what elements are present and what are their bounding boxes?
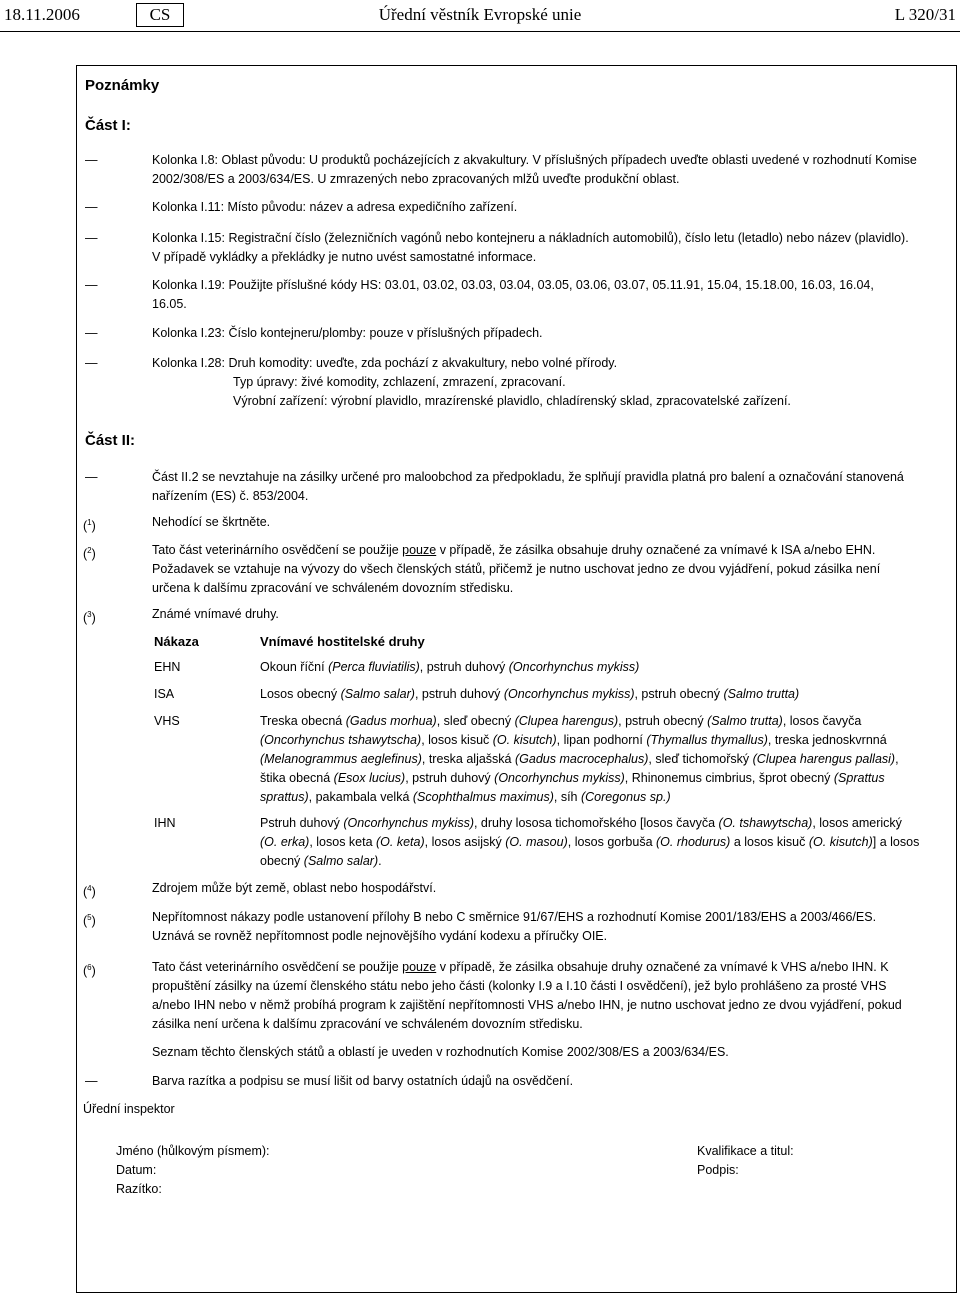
species-line: Pstruh duhový (Oncorhynchus mykiss), druhy lososa tichomořského [losos čavyča (O. tshawytscha), losos americký: [260, 816, 902, 830]
footnote-marker: ($^1$): [83, 518, 96, 534]
table-row-disease: EHN: [154, 660, 181, 674]
text-line: Kolonka I.11: Místo původu: název a adresa expedičního zařízení.: [152, 200, 518, 214]
species-line: Losos obecný (Salmo salar), pstruh duhový (Oncorhynchus mykiss), pstruh obecný (Salmo trutta): [260, 687, 800, 701]
text-line: určena k dalšímu zpracování ve schváleném dovozním středisku.: [152, 581, 514, 595]
name-label: Jméno (hůlkovým písmem):: [116, 1144, 270, 1158]
footnote-marker: ($^5$): [83, 913, 96, 929]
text-line: Kolonka I.19: Použijte příslušné kódy HS: 03.01, 03.02, 03.03, 03.04, 03.05, 03.06, 03.07, 05.11.91, 15.04, 15.18.00, 16.03, 16.04,: [152, 278, 874, 292]
official-inspector-label: Úřední inspektor: [83, 1102, 175, 1116]
table-row-species: [260, 712, 952, 807]
species-line: (Oncorhynchus tshawytscha), losos kisuč (O. kisutch), lipan podhorní (Thymallus thymallus), treska jednoskvrnná: [260, 733, 887, 747]
text-line: Barva razítka a podpisu se musí lišit od barvy ostatních údajů na osvědčení.: [152, 1074, 574, 1088]
footnote-marker: ($^4$): [83, 884, 96, 900]
text-line: Nepřítomnost nákazy podle ustanovení přílohy B nebo C směrnice 91/67/EHS a rozhodnutí Komise 2001/183/EHS a 2003/466/ES.: [152, 910, 877, 924]
text-line: nařízením (ES) č. 853/2004.: [152, 489, 309, 503]
text-line: Kolonka I.8: Oblast původu: U produktů pocházejících z akvakultury. V příslušných případech uveďte oblasti uvedené v rozhodnutí Komise: [152, 153, 917, 167]
i28-establishment: Výrobní zařízení: výrobní plavidlo, mrazírenské plavidlo, chladírenský sklad, zpracovatelské zařízení.: [233, 394, 791, 408]
text-line: Známé vnímavé druhy.: [152, 607, 279, 621]
header-page-number: L 320/31: [894, 5, 956, 24]
table-row-species: [260, 814, 952, 871]
notes-frame: [76, 65, 957, 1293]
species-line: (Melanogrammus aeglefinus), treska aljašská (Gadus macrocephalus), sleď tichomořský (Clupea harengus pallasi),: [260, 752, 899, 766]
dash-marker: —: [85, 153, 98, 167]
species-line: obecný (Salmo salar).: [260, 854, 382, 868]
header-language-code: CS: [136, 3, 184, 27]
i28-processing-type: Typ úpravy: živé komodity, zchlazení, zmrazení, zpracovaní.: [233, 375, 566, 389]
dash-marker: —: [85, 356, 98, 370]
part1-title: Část I:: [85, 117, 131, 134]
species-line: (O. erka), losos keta (O. keta), losos asijský (O. masou), losos gorbuša (O. rhodurus) a losos kisuč (O. kisutch)] a losos: [260, 835, 920, 849]
text-line: 16.05.: [152, 297, 187, 311]
text-line: Kolonka I.15: Registrační číslo (železničních vagónů nebo kontejneru a nákladních automobilů), číslo letu (letadlo) nebo název (plavidlo).: [152, 231, 909, 245]
table-row-species: [260, 658, 952, 677]
footnote-marker: ($^3$): [83, 610, 96, 626]
text-line: Nehodící se škrtněte.: [152, 515, 271, 529]
species-line: Okoun říční (Perca fluviatilis), pstruh duhový (Oncorhynchus mykiss): [260, 660, 640, 674]
stamp-label: Razítko:: [116, 1182, 162, 1196]
signature-label: Podpis:: [697, 1163, 739, 1177]
text-line: Tato část veterinárního osvědčení se použije pouze v případě, že zásilka obsahuje druhy označené za vnímavé k VHS a/nebo IHN. K: [152, 960, 889, 974]
species-line: Treska obecná (Gadus morhua), sleď obecný (Clupea harengus), pstruh obecný (Salmo trutta), losos čavyča: [260, 714, 862, 728]
text-line: zásilka není určena k dalšímu zpracování ve schváleném dovozním středisku.: [152, 1017, 583, 1031]
dash-marker: —: [85, 326, 98, 340]
text-line: Kolonka I.28: Druh komodity: uveďte, zda pochází z akvakultury, nebo volné přírody.: [152, 356, 618, 370]
footnote-marker: ($^2$): [83, 546, 96, 562]
header-journal-title: Úřední věstník Evropské unie: [378, 5, 582, 24]
text-line: V případě vykládky a překládky je nutno uvést samostatné informace.: [152, 250, 537, 264]
table-row-species: [260, 685, 952, 704]
table-header-species: Vnímavé hostitelské druhy: [260, 634, 425, 649]
dash-marker: —: [85, 231, 98, 245]
dash-marker: —: [85, 470, 98, 484]
text-line: Část II.2 se nevztahuje na zásilky určené pro maloobchod za předpokladu, že splňují pravidla platná pro balení a označování stanovená: [152, 470, 904, 484]
text-line: 2002/308/ES a 2003/634/ES. U zmrazených nebo zpracovaných mlžů uveďte produkční oblast.: [152, 172, 680, 186]
text-line: a/nebo IHN nebo v němž probíhá program k zajištění nepřítomnosti VHS a/nebo IHN, je nutno uschovat jedno ze dvou vyjádření, pokud: [152, 998, 902, 1012]
species-line: sprattus), pakambala velká (Scophthalmus maximus), síh (Coregonus sp.): [260, 790, 671, 804]
text-line: Tato část veterinárního osvědčení se použije pouze v případě, že zásilka obsahuje druhy označené za vnímavé k ISA a/nebo EHN.: [152, 543, 876, 557]
part2-title: Část II:: [85, 432, 136, 449]
page-header: [0, 0, 960, 32]
text-line: propuštění zásilky na území členského státu nebo jeho části (kolonky I.9 a I.10 části I osvědčení), jež bylo prohlášeno za prosté VHS: [152, 979, 887, 993]
text-line: Zdrojem může být země, oblast nebo hospodářství.: [152, 881, 437, 895]
species-line: štika obecná (Esox lucius), pstruh duhový (Oncorhynchus mykiss), Rhinonemus cimbrius, šprot obecný (Sprattus: [260, 771, 885, 785]
text-line: Uznává se rovněž nepřítomnost podle nejnovějšího vydání kodexu a příručky OIE.: [152, 929, 608, 943]
date-label: Datum:: [116, 1163, 157, 1177]
table-row-disease: ISA: [154, 687, 175, 701]
qualification-label: Kvalifikace a titul:: [697, 1144, 794, 1158]
notes-title: Poznámky: [85, 77, 160, 94]
table-row-disease: VHS: [154, 714, 180, 728]
table-row-disease: IHN: [154, 816, 176, 830]
dash-marker: —: [85, 278, 98, 292]
footnote-marker: ($^6$): [83, 963, 96, 979]
header-date: 18.11.2006: [4, 5, 80, 24]
text-line: Seznam těchto členských států a oblastí je uveden v rozhodnutích Komise 2002/308/ES a 2003/634/ES.: [152, 1045, 729, 1059]
dash-marker: —: [85, 200, 98, 214]
text-line: Kolonka I.23: Číslo kontejneru/plomby: pouze v příslušných případech.: [152, 326, 543, 340]
dash-marker: —: [85, 1074, 98, 1088]
text-line: Požadavek se vztahuje na vývozy do všech členských států, přičemž je nutno uschovat jedno ze dvou vyjádření, pokud zásilka není: [152, 562, 881, 576]
table-header-disease: Nákaza: [154, 634, 199, 649]
